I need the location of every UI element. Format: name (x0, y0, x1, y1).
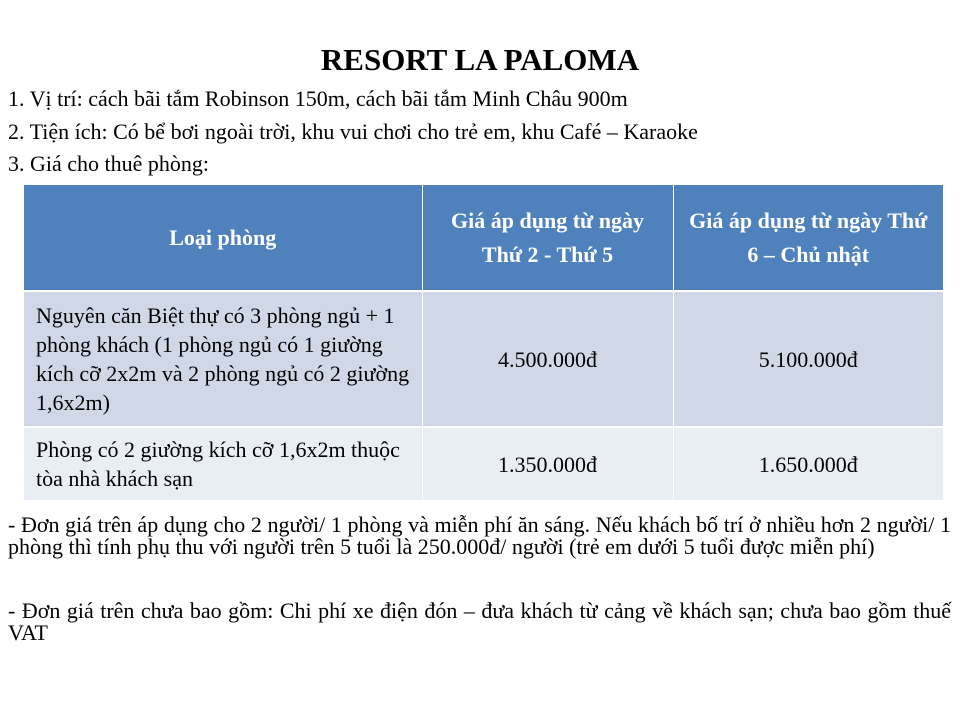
header-weekday-price: Giá áp dụng từ ngày Thứ 2 - Thứ 5 (422, 185, 673, 291)
weekday-price-cell: 4.500.000đ (422, 291, 673, 427)
header-weekend-price: Giá áp dụng từ ngày Thứ 6 – Chủ nhật (673, 185, 943, 291)
table-row (24, 291, 943, 427)
table-header-row (24, 185, 943, 291)
page-title: RESORT LA PALOMA (320, 42, 640, 77)
location-text: 1. Vị trí: cách bãi tắm Robinson 150m, cách bãi tắm Minh Châu 900m (8, 86, 628, 111)
weekend-price-cell: 1.650.000đ (673, 427, 943, 500)
table-row (24, 427, 943, 500)
price-table (24, 185, 943, 500)
room-type-cell: Phòng có 2 giường kích cỡ 1,6x2m thuộc tòa nhà khách sạn (24, 427, 422, 500)
note-surcharge: - Đơn giá trên áp dụng cho 2 người/ 1 phòng và miễn phí ăn sáng. Nếu khách bố trí ở nhiều hơn 2 người/ 1 phòng thì tính phụ thu với người trên 5 tuổi là 250.000đ/ người (trẻ em dưới 5 tuổi được miễn phí) (8, 512, 951, 559)
weekend-price-cell: 5.100.000đ (673, 291, 943, 427)
amenities-text: 2. Tiện ích: Có bể bơi ngoài trời, khu vui chơi cho trẻ em, khu Café – Karaoke (8, 119, 698, 144)
pricing-heading: 3. Giá cho thuê phòng: (8, 151, 210, 176)
header-room-type: Loại phòng (24, 185, 422, 291)
note-exclusions: - Đơn giá trên chưa bao gồm: Chi phí xe điện đón – đưa khách từ cảng về khách sạn; chưa bao gồm thuế VAT (8, 598, 951, 645)
weekday-price-cell: 1.350.000đ (422, 427, 673, 500)
room-type-cell: Nguyên căn Biệt thự có 3 phòng ngủ + 1 phòng khách (1 phòng ngủ có 1 giường kích cỡ 2x2m và 2 phòng ngủ có 2 giường 1,6x2m) (24, 291, 422, 427)
